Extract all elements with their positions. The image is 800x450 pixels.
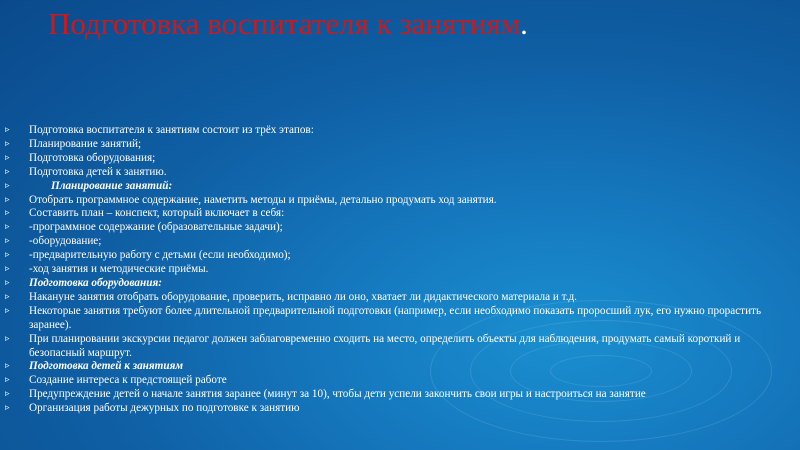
slide-title [48, 6, 528, 42]
bullet-line: ▹ Подготовка детей к занятию. [5, 166, 795, 180]
bullet-line: ▹ Отобрать программное содержание, наметить методы и приёмы, детально продумать ход занятия. [5, 194, 795, 208]
bullet-line: ▹ -ход занятия и методические приёмы. [5, 263, 795, 277]
bullet-line: ▹ Предупреждение детей о начале занятия заранее (минут за 10), чтобы дети успели закончить свои игры и настроиться на занятие [5, 388, 795, 402]
bullet-line: ▹ -предварительную работу с детьми (если необходимо); [5, 249, 795, 263]
slide-title-text: Подготовка воспитателя к занятиям [48, 6, 521, 41]
bullet-line: ▹ При планировании экскурсии педагог должен заблаговременно сходить на место, определить объекты для наблюдения, продумать самый короткий и безопасный маршрут. [5, 333, 795, 361]
bullet-line: ▹ Составить план – конспект, который включает в себя: [5, 207, 795, 221]
bullet-line: ▹ Подготовка оборудования: [5, 277, 795, 291]
slide-content [5, 124, 795, 416]
slide-title-dot: . [520, 6, 528, 41]
bullet-line: ▹ -программное содержание (образовательные задачи); [5, 221, 795, 235]
bullet-line: ▹ Организация работы дежурных по подготовке к занятию [5, 402, 795, 416]
bullet-line: ▹ Подготовка оборудования; [5, 152, 795, 166]
bullet-line: ▹ Подготовка воспитателя к занятиям состоит из трёх этапов: [5, 124, 795, 138]
bullet-line: ▹ Некоторые занятия требуют более длительной предварительной подготовки (например, если необходимо показать проросший лук, его нужно прорастить заранее). [5, 305, 795, 333]
bullet-line: ▹ Накануне занятия отобрать оборудование, проверить, исправно ли оно, хватает ли дидактического материала и т.д. [5, 291, 795, 305]
bullet-line: ▹ Планирование занятий; [5, 138, 795, 152]
bullet-line: ▹ Планирование занятий: [5, 180, 795, 194]
bullet-line: ▹ Подготовка детей к занятиям [5, 360, 795, 374]
bullet-line: ▹ Создание интереса к предстоящей работе [5, 374, 795, 388]
bullet-line: ▹ -оборудование; [5, 235, 795, 249]
